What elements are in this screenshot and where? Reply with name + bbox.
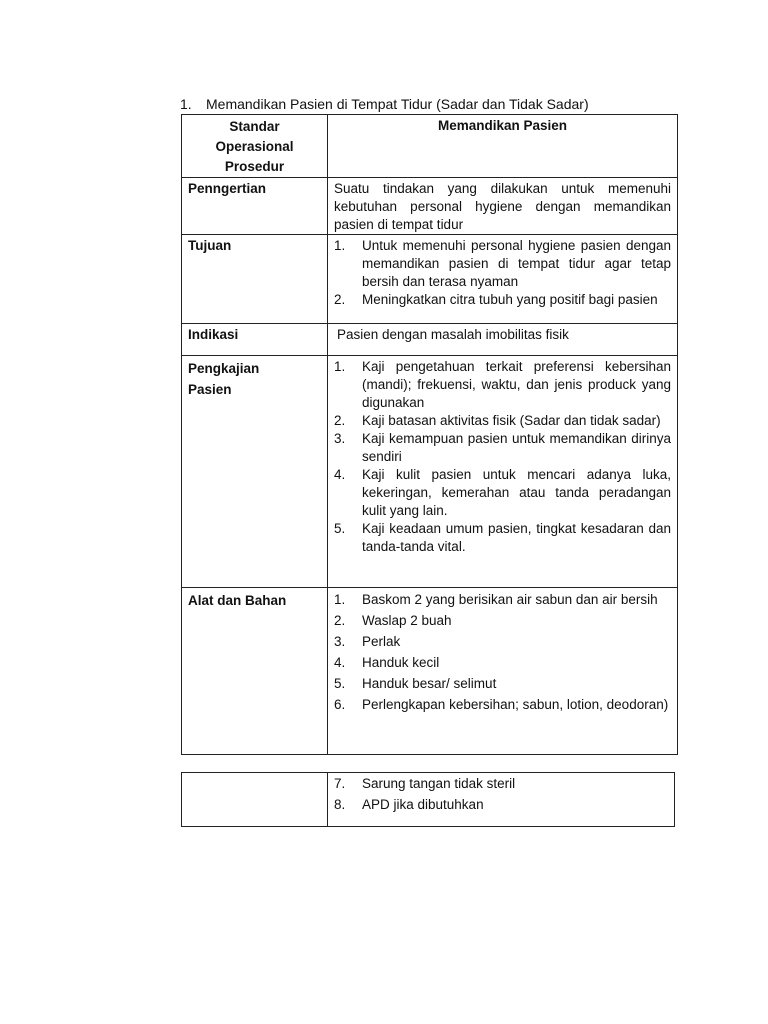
list-item-text: Kaji pengetahuan terkait preferensi kebersihan (mandi); frekuensi, waktu, dan jenis produck yang digunakan [362, 359, 671, 410]
list-item [334, 652, 671, 673]
list-item-text: Kaji keadaan umum pasien, tingkat kesadaran dan tanda-tanda vital. [362, 521, 671, 554]
list-item-number: 2. [334, 413, 346, 428]
list-item-number: 3. [334, 431, 346, 446]
list-item-number: 2. [334, 613, 346, 628]
pengkajian-label-text: Pengkajian Pasien [188, 361, 260, 397]
list-item [334, 694, 671, 715]
list-item [334, 520, 671, 556]
pengertian-label: Penngertian [182, 178, 328, 235]
continued-cell [328, 773, 675, 827]
list-item-number: 1. [334, 592, 346, 607]
tujuan-label: Tujuan [182, 235, 328, 324]
alat-list [334, 589, 671, 715]
list-item-number: 3. [334, 634, 346, 649]
header-sop-line-3: Prosedur [224, 159, 285, 174]
pengkajian-list [334, 358, 671, 556]
document-heading [180, 95, 650, 113]
continued-empty-cell [182, 773, 328, 827]
list-item-text: Kaji kemampuan pasien untuk memandikan dirinya sendiri [362, 431, 671, 464]
list-item [334, 412, 671, 430]
list-item [334, 773, 668, 794]
list-item-number: 1. [334, 359, 346, 374]
heading-number: 1. [180, 96, 192, 112]
list-item-text: Perlak [362, 634, 401, 649]
header-sop-line-2: Operasional [215, 139, 294, 154]
row-tujuan [182, 235, 678, 324]
list-item [334, 430, 671, 466]
list-item-number: 1. [334, 238, 346, 253]
list-item-text: APD jika dibutuhkan [362, 797, 484, 812]
list-item [334, 237, 671, 291]
list-item-text: Perlengkapan kebersihan; sabun, lotion, deodoran) [362, 697, 669, 712]
tujuan-cell [328, 235, 678, 324]
row-continued [182, 773, 675, 827]
list-item-text: Handuk besar/ selimut [362, 676, 497, 691]
list-item-number: 4. [334, 655, 346, 670]
list-item-number: 2. [334, 292, 346, 307]
list-item [334, 291, 671, 309]
list-item [334, 610, 671, 631]
list-item [334, 794, 668, 815]
sop-table [181, 114, 678, 755]
list-item-text: Waslap 2 buah [362, 613, 452, 628]
alat-cell [328, 588, 678, 755]
table-header-row [182, 115, 678, 178]
list-item-number: 5. [334, 676, 346, 691]
row-indikasi [182, 324, 678, 356]
list-item-text: Kaji batasan aktivitas fisik (Sadar dan tidak sadar) [362, 413, 661, 428]
list-item-number: 7. [334, 776, 346, 791]
row-pengkajian [182, 356, 678, 588]
list-item-text: Baskom 2 yang berisikan air sabun dan air bersih [362, 592, 658, 607]
list-item [334, 589, 671, 610]
indikasi-label: Indikasi [182, 324, 328, 356]
list-item [334, 673, 671, 694]
pengertian-text: Suatu tindakan yang dilakukan untuk memenuhi kebutuhan personal hygiene dengan memandikan pasien di tempat tidur [328, 178, 678, 235]
list-item-text: Kaji kulit pasien untuk mencari adanya luka, kekeringan, kemerahan atau tanda peradangan kulit yang lain. [362, 467, 671, 518]
list-item-text: Handuk kecil [362, 655, 440, 670]
list-item-text: Meningkatkan citra tubuh yang positif bagi pasien [362, 292, 658, 307]
list-item-text: Sarung tangan tidak steril [362, 776, 516, 791]
header-sop-cell [182, 115, 328, 178]
sop-table-continued [181, 772, 675, 827]
list-item [334, 466, 671, 520]
pengkajian-label [182, 356, 328, 588]
list-item-text: Untuk memenuhi personal hygiene pasien dengan memandikan pasien di tempat tidur agar tetap bersih dan terasa nyaman [362, 238, 671, 289]
list-item [334, 358, 671, 412]
header-title-cell: Memandikan Pasien [328, 115, 678, 178]
list-item [334, 631, 671, 652]
header-sop-line-1: Standar [229, 119, 280, 134]
list-item-number: 6. [334, 697, 346, 712]
list-item-number: 4. [334, 467, 346, 482]
pengkajian-cell [328, 356, 678, 588]
heading-title: Memandikan Pasien di Tempat Tidur (Sadar dan Tidak Sadar) [206, 96, 589, 112]
alat-label: Alat dan Bahan [182, 588, 328, 755]
list-item-number: 5. [334, 521, 346, 536]
row-alat-bahan [182, 588, 678, 755]
continued-list [334, 773, 668, 815]
tujuan-list [334, 237, 671, 309]
row-pengertian [182, 178, 678, 235]
indikasi-text: Pasien dengan masalah imobilitas fisik [328, 324, 678, 356]
list-item-number: 8. [334, 797, 346, 812]
